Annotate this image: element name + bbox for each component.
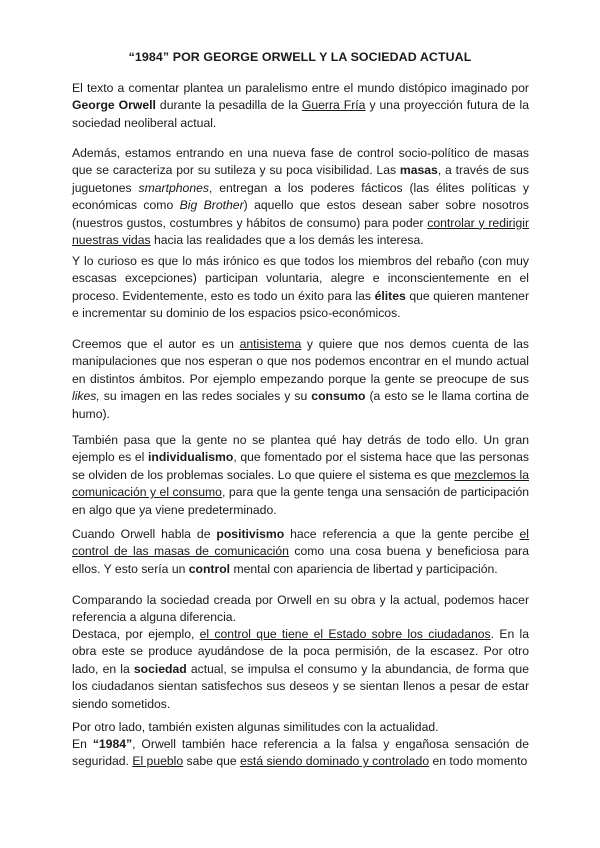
text-run: Creemos que el autor es un	[72, 337, 240, 351]
text-run: que quieren mantener e incrementar su dominio de los espacios psico-económicos.	[72, 288, 529, 321]
text-run: El texto a comentar plantea un paralelismo entre el mundo distópico imaginado por	[72, 81, 529, 95]
text-run: hacia las realidades que a los demás les interesa.	[150, 233, 424, 248]
text-run: Comparando la sociedad creada por Orwell en su obra y la actual, podemos hacer referencia a alguna diferencia.	[72, 593, 529, 625]
paragraph-individualismo	[72, 432, 529, 519]
text-run: Destaca, por ejemplo,	[72, 627, 200, 641]
text-run: (a esto se le llama cortina de humo).	[72, 389, 529, 421]
text-run: sociedad	[133, 661, 187, 676]
text-run: el control que tiene el Estado sobre los ciudadanos	[199, 627, 491, 641]
text-run: , a través de sus juguetones	[72, 163, 529, 195]
text-run: “1984”	[92, 737, 133, 751]
text-run: hace referencia a que la gente percibe	[284, 527, 520, 541]
text-run: Cuando Orwell habla de	[72, 527, 217, 541]
text-run: . En la obra este se produce ayudándose de la poca permisión, de la escasez. Por otro lado, en la	[72, 627, 529, 676]
text-run: en todo momento	[429, 754, 528, 769]
text-run: como una cosa buena y beneficiosa para ellos. Y esto sería un	[72, 544, 529, 576]
document-title: “1984” POR GEORGE ORWELL Y LA SOCIEDAD ACTUAL	[128, 50, 472, 64]
text-run: likes,	[72, 389, 100, 404]
text-run: sabe que	[183, 754, 241, 769]
text-run: Guerra Fría	[301, 98, 366, 113]
text-run: y quiere que nos demos cuenta de las manipulaciones que nos esperan o que nos podemos encontrar en el mundo actual en distintos ámbitos. Por ejemplo empezando porque la gente se preocupe de sus	[72, 337, 529, 386]
text-run: En	[72, 737, 93, 751]
text-run: George Orwell	[72, 98, 156, 113]
paragraph-positivismo	[72, 526, 529, 578]
text-run: consumo	[311, 389, 366, 404]
text-run: durante la pesadilla de la	[155, 98, 302, 113]
text-run: mental con apariencia de libertad y participación.	[230, 561, 498, 576]
text-run: El pueblo	[132, 754, 184, 769]
text-run: Por otro lado, también existen algunas similitudes con la actualidad.	[72, 720, 439, 734]
paragraph-intro	[72, 80, 529, 132]
text-run: , Orwell también hace referencia a la falsa y engañosa sensación de seguridad.	[72, 737, 529, 769]
paragraph-comparacion	[72, 592, 529, 627]
text-run: positivismo	[216, 527, 285, 541]
text-run: élites	[374, 288, 406, 303]
paragraph-rebano	[72, 253, 529, 323]
text-run: smartphones	[138, 180, 209, 195]
text-run: También pasa que la gente no se plantea qué hay detrás de todo ello. Un gran ejemplo es el	[72, 433, 529, 465]
text-run: Y lo curioso es que lo más irónico es que todos los miembros del rebaño (con muy escasas excepciones) participan voluntaria, alegre e inconscientemente en el proceso. Evidentemente, esto es todo un éxito para las	[72, 254, 529, 303]
paragraph-seguridad	[72, 736, 529, 771]
text-run: individualismo	[147, 450, 234, 465]
text-run: su imagen en las redes sociales y su	[99, 389, 312, 404]
text-run: controlar y redirigir nuestras vidas	[72, 215, 529, 248]
paragraph-masas	[72, 145, 529, 249]
text-run: está siendo dominado y controlado	[240, 754, 430, 769]
paragraph-similitudes	[72, 719, 529, 736]
text-run: Big Brother	[179, 198, 244, 213]
text-run: , para que la gente tenga una sensación de participación en algo que ya viene predeterminado.	[72, 485, 529, 517]
text-run: control	[188, 561, 231, 576]
text-run: mezclemos la comunicación y el consumo	[72, 467, 529, 500]
text-run: Además, estamos entrando en una nueva fase de control socio-político de masas que se caracteriza por su sutileza y su poca visibilidad. Las	[72, 146, 529, 178]
paragraph-control-estado	[72, 626, 529, 713]
paragraph-antisistema	[72, 336, 529, 423]
text-run: y una proyección futura de la sociedad neoliberal actual.	[72, 98, 529, 130]
text-run: antisistema	[239, 337, 302, 351]
text-run: el control de las masas de comunicación	[72, 527, 529, 559]
text-run: masas	[399, 163, 438, 178]
text-run: , entregan a los poderes fácticos (las élites políticas y económicas como	[72, 180, 529, 213]
text-run: ) aquello que estos desean saber sobre nosotros (nuestros gustos, costumbres y hábitos de consumo) para poder	[72, 198, 530, 230]
text-run: actual, se impulsa el consumo y la abundancia, de forma que los ciudadanos sientan satisfechos sus deseos y se sientan llenos a pesar de estar siendo sometidos.	[72, 661, 529, 711]
text-run: , que fomentado por el sistema hace que las personas se olviden de los problemas sociales. Lo que quiere el sistema es que	[72, 450, 530, 482]
